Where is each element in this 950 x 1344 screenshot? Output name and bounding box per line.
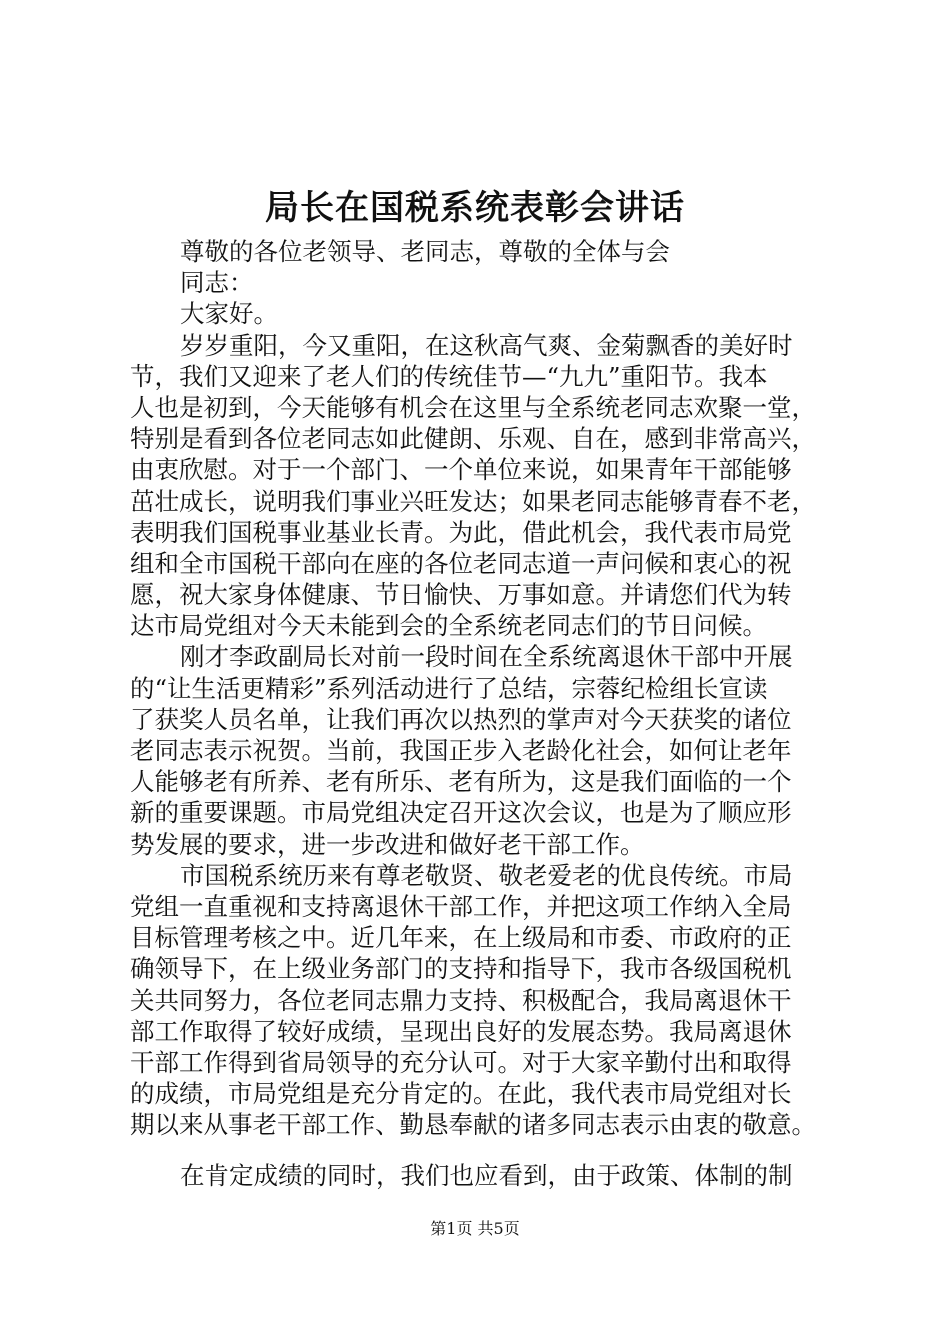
paragraph-line: 的成绩，市局党组是充分肯定的。在此，我代表市局党组对长 xyxy=(130,1079,792,1109)
paragraph-line: 部工作取得了较好成绩，呈现出良好的发展态势。我局离退休 xyxy=(130,1016,792,1046)
paragraph-line: 人能够老有所养、老有所乐、老有所为，这是我们面临的一个 xyxy=(130,767,792,797)
paragraph-line: 势发展的要求，进一步改进和做好老干部工作。 xyxy=(130,829,645,859)
paragraph-line: 市国税系统历来有尊老敬贤、敬老爱老的优良传统。市局 xyxy=(180,860,793,890)
paragraph-line: 愿，祝大家身体健康、节日愉快、万事如意。并请您们代为转 xyxy=(130,580,792,610)
paragraph-line: 特别是看到各位老同志如此健朗、乐观、自在，感到非常高兴， xyxy=(130,424,816,454)
document-body xyxy=(130,236,844,1192)
paragraph-line: 岁岁重阳，今又重阳，在这秋高气爽、金菊飘香的美好时 xyxy=(180,330,793,360)
paragraph-line: 组和全市国税干部向在座的各位老同志道一声问候和衷心的祝 xyxy=(130,548,792,578)
paragraph-line: 干部工作得到省局领导的充分认可。对于大家辛勤付出和取得 xyxy=(130,1047,792,1077)
paragraph-line: 了获奖人员名单，让我们再次以热烈的掌声对今天获奖的诸位 xyxy=(130,704,792,734)
paragraph-gap xyxy=(130,1140,844,1160)
page-footer: 第1页 共5页 xyxy=(430,1219,520,1238)
paragraph-line: 目标管理考核之中。近几年来，在上级局和市委、市政府的正 xyxy=(130,923,792,953)
paragraph-line: 节，我们又迎来了老人们的传统佳节—“九九”重阳节。我本 xyxy=(130,361,768,391)
paragraph-line: 的“让生活更精彩”系列活动进行了总结，宗蓉纪检组长宣读 xyxy=(130,673,768,703)
paragraph-line: 人也是初到，今天能够有机会在这里与全系统老同志欢聚一堂， xyxy=(130,392,816,422)
paragraph-line: 刚才李政副局长对前一段时间在全系统离退休干部中开展 xyxy=(180,642,793,672)
paragraph-line: 表明我们国税事业基业长青。为此，借此机会，我代表市局党 xyxy=(130,517,792,547)
salutation-line: 同志： xyxy=(180,268,254,298)
greeting-line: 大家好。 xyxy=(180,299,278,329)
paragraph-line: 在肯定成绩的同时，我们也应看到，由于政策、体制的制 xyxy=(180,1161,793,1191)
paragraph-line: 茁壮成长，说明我们事业兴旺发达；如果老同志能够青春不老， xyxy=(130,486,816,516)
paragraph-line: 党组一直重视和支持离退休干部工作，并把这项工作纳入全局 xyxy=(130,891,792,921)
paragraph-line: 新的重要课题。市局党组决定召开这次会议，也是为了顺应形 xyxy=(130,798,792,828)
paragraph-line: 关共同努力，各位老同志鼎力支持、积极配合，我局离退休干 xyxy=(130,985,792,1015)
paragraph-line: 由衷欣慰。对于一个部门、一个单位来说，如果青年干部能够 xyxy=(130,455,792,485)
document-title: 局长在国税系统表彰会讲话 xyxy=(265,188,685,228)
paragraph-line: 期以来从事老干部工作、勤恳奉献的诸多同志表示由衷的敬意。 xyxy=(130,1110,816,1140)
paragraph-line: 确领导下，在上级业务部门的支持和指导下，我市各级国税机 xyxy=(130,954,792,984)
salutation-line: 尊敬的各位老领导、老同志，尊敬的全体与会 xyxy=(180,237,670,266)
paragraph-line: 达市局党组对今天未能到会的全系统老同志们的节日问候。 xyxy=(130,611,767,641)
paragraph-line: 老同志表示祝贺。当前，我国正步入老龄化社会，如何让老年 xyxy=(130,736,792,765)
